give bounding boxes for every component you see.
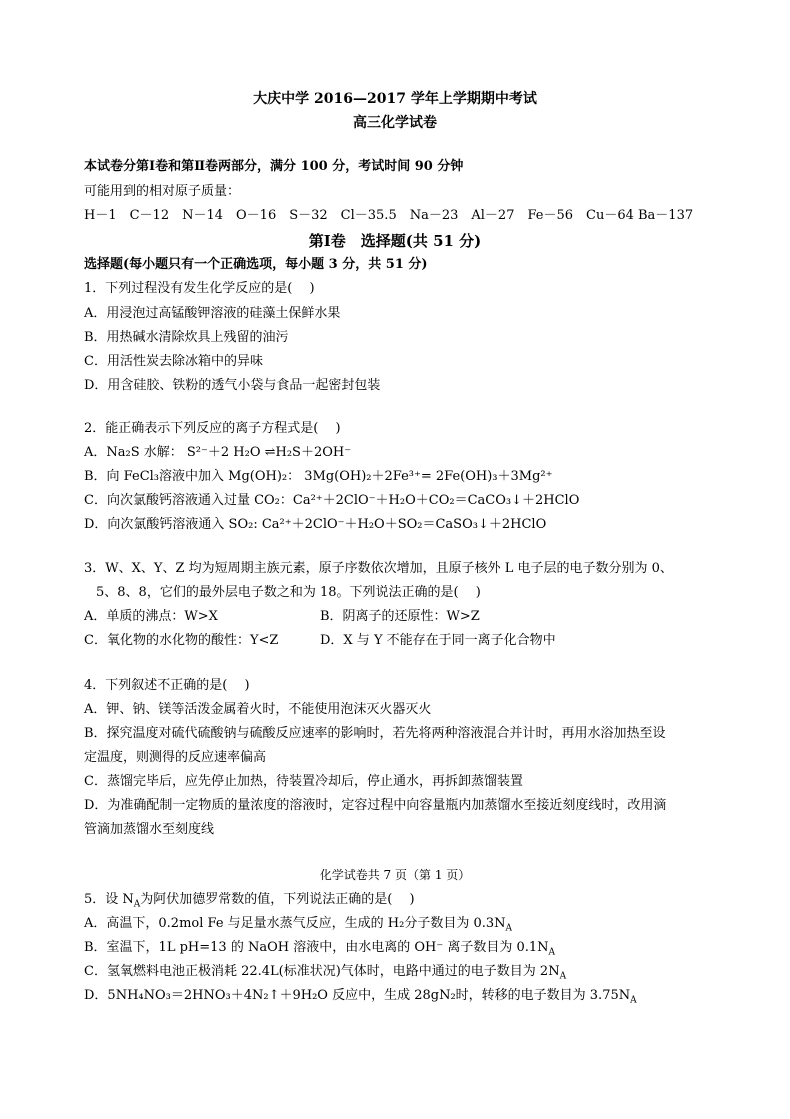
atomic-masses: H－1 C－12 N－14 O－16 S－32 Cl－35.5 Na－23 Al－27 Fe－56 Cu－64 Ba－137 [84,208,694,223]
q3-option-a: A．单质的沸点：W>X [84,609,218,624]
q2-stem: 2．能正确表示下列反应的离子方程式是( ) [84,421,341,436]
exam-subtitle: 高三化学试卷 [353,115,437,131]
exam-title: 大庆中学 2016—2017 学年上学期期中考试 [253,91,537,107]
q3-option-b: B．阴离子的还原性：W>Z [320,609,480,624]
q1-option-a: A．用浸泡过高锰酸钾溶液的硅藻土保鲜水果 [84,306,341,321]
q2-option-a: A．Na₂S 水解： S²⁻＋2 H₂O ⇌H₂S＋2OH⁻ [84,445,352,460]
q5-option-b: B．室温下，1L pH=13 的 NaOH 溶液中，由水电离的 OH⁻ 离子数目为 $0.1N_A$ [84,940,556,958]
q4-option-b-line-1: B．探究温度对硫代硫酸钠与硫酸反应速率的影响时，若先将两种溶液混合并计时，再用水浴加热至设 [84,726,666,741]
q3-stem-line-2: 5、8、8，它们的最外层电子数之和为 18。下列说法正确的是( ) [96,585,481,600]
intro-line-1: 本试卷分第Ⅰ卷和第Ⅱ卷两部分，满分 100 分，考试时间 90 分钟 [84,159,464,174]
section-instruction: 选择题(每小题只有一个正确选项，每小题 3 分，共 51 分) [84,257,428,272]
q4-stem: 4．下列叙述不正确的是( ) [84,678,250,693]
q2-option-b: B．向 FeCl₃溶液中加入 Mg(OH)₂： 3Mg(OH)₂＋2Fe³⁺= 2Fe(OH)₃＋3Mg²⁺ [84,469,553,484]
q4-option-d-line-2: 管滴加蒸馏水至刻度线 [84,822,215,837]
q3-option-c: C．氧化物的水化物的酸性：Y<Z [84,633,279,648]
q1-option-b: B．用热碱水清除炊具上残留的油污 [84,330,289,345]
q4-option-d-line-1: D．为准确配制一定物质的量浓度的溶液时，定容过程中向容量瓶内加蒸馏水至接近刻度线时，改用滴 [84,798,667,813]
q5-option-a: A．高温下，0.2mol Fe 与足量水蒸气反应，生成的 H₂分子数目为 $0.3N_A$ [84,916,513,934]
q4-option-b-line-2: 定温度，则测得的反应速率偏高 [84,750,267,765]
q4-option-c: C．蒸馏完毕后，应先停止加热，待装置冷却后，停止通水，再拆卸蒸馏装置 [84,774,523,789]
q1-stem: 1．下列过程没有发生化学反应的是( ) [84,281,315,296]
q2-option-c: C．向次氯酸钙溶液通入过量 CO₂：Ca²⁺＋2ClO⁻＋H₂O＋CO₂＝CaCO₃↓＋2HClO [84,493,580,508]
q5-option-c: C．氢氧燃料电池正极消耗 22.4L(标准状况)气体时，电路中通过的电子数目为 $2N_A$ [84,964,567,982]
q1-option-d: D．用含硅胶、铁粉的透气小袋与食品一起密封包装 [84,378,381,393]
q5-stem: 5．设 $N_A$为阿伏加德罗常数的值，下列说法正确的是( ) [84,892,415,910]
q4-option-a: A．钾、钠、镁等活泼金属着火时，不能使用泡沫灭火器灭火 [84,702,432,717]
page-footer: 化学试卷共 7 页（第 1 页） [319,868,471,882]
q3-option-d: D．X 与 Y 不能存在于同一离子化合物中 [320,633,556,648]
intro-line-2: 可能用到的相对原子质量： [84,184,241,199]
q3-stem-line-1: 3．W、X、Y、Z 均为短周期主族元素，原子序数依次增加，且原子核外 L 电子层的电子数分别为 0、 [84,561,673,576]
q5-option-d: D．5NH₄NO₃＝2HNO₃＋4N₂↑＋9H₂O 反应中，生成 28gN₂时，转移的电子数目为 $3.75N_A$ [84,988,637,1006]
q1-option-c: C．用活性炭去除冰箱中的异味 [84,354,263,369]
q2-option-d: D．向次氯酸钙溶液通入 SO₂: Ca²⁺＋2ClO⁻＋H₂O＋SO₂＝CaSO₃↓＋2HClO [84,517,547,532]
section-title: 第Ⅰ卷 选择题(共 51 分) [308,232,482,250]
